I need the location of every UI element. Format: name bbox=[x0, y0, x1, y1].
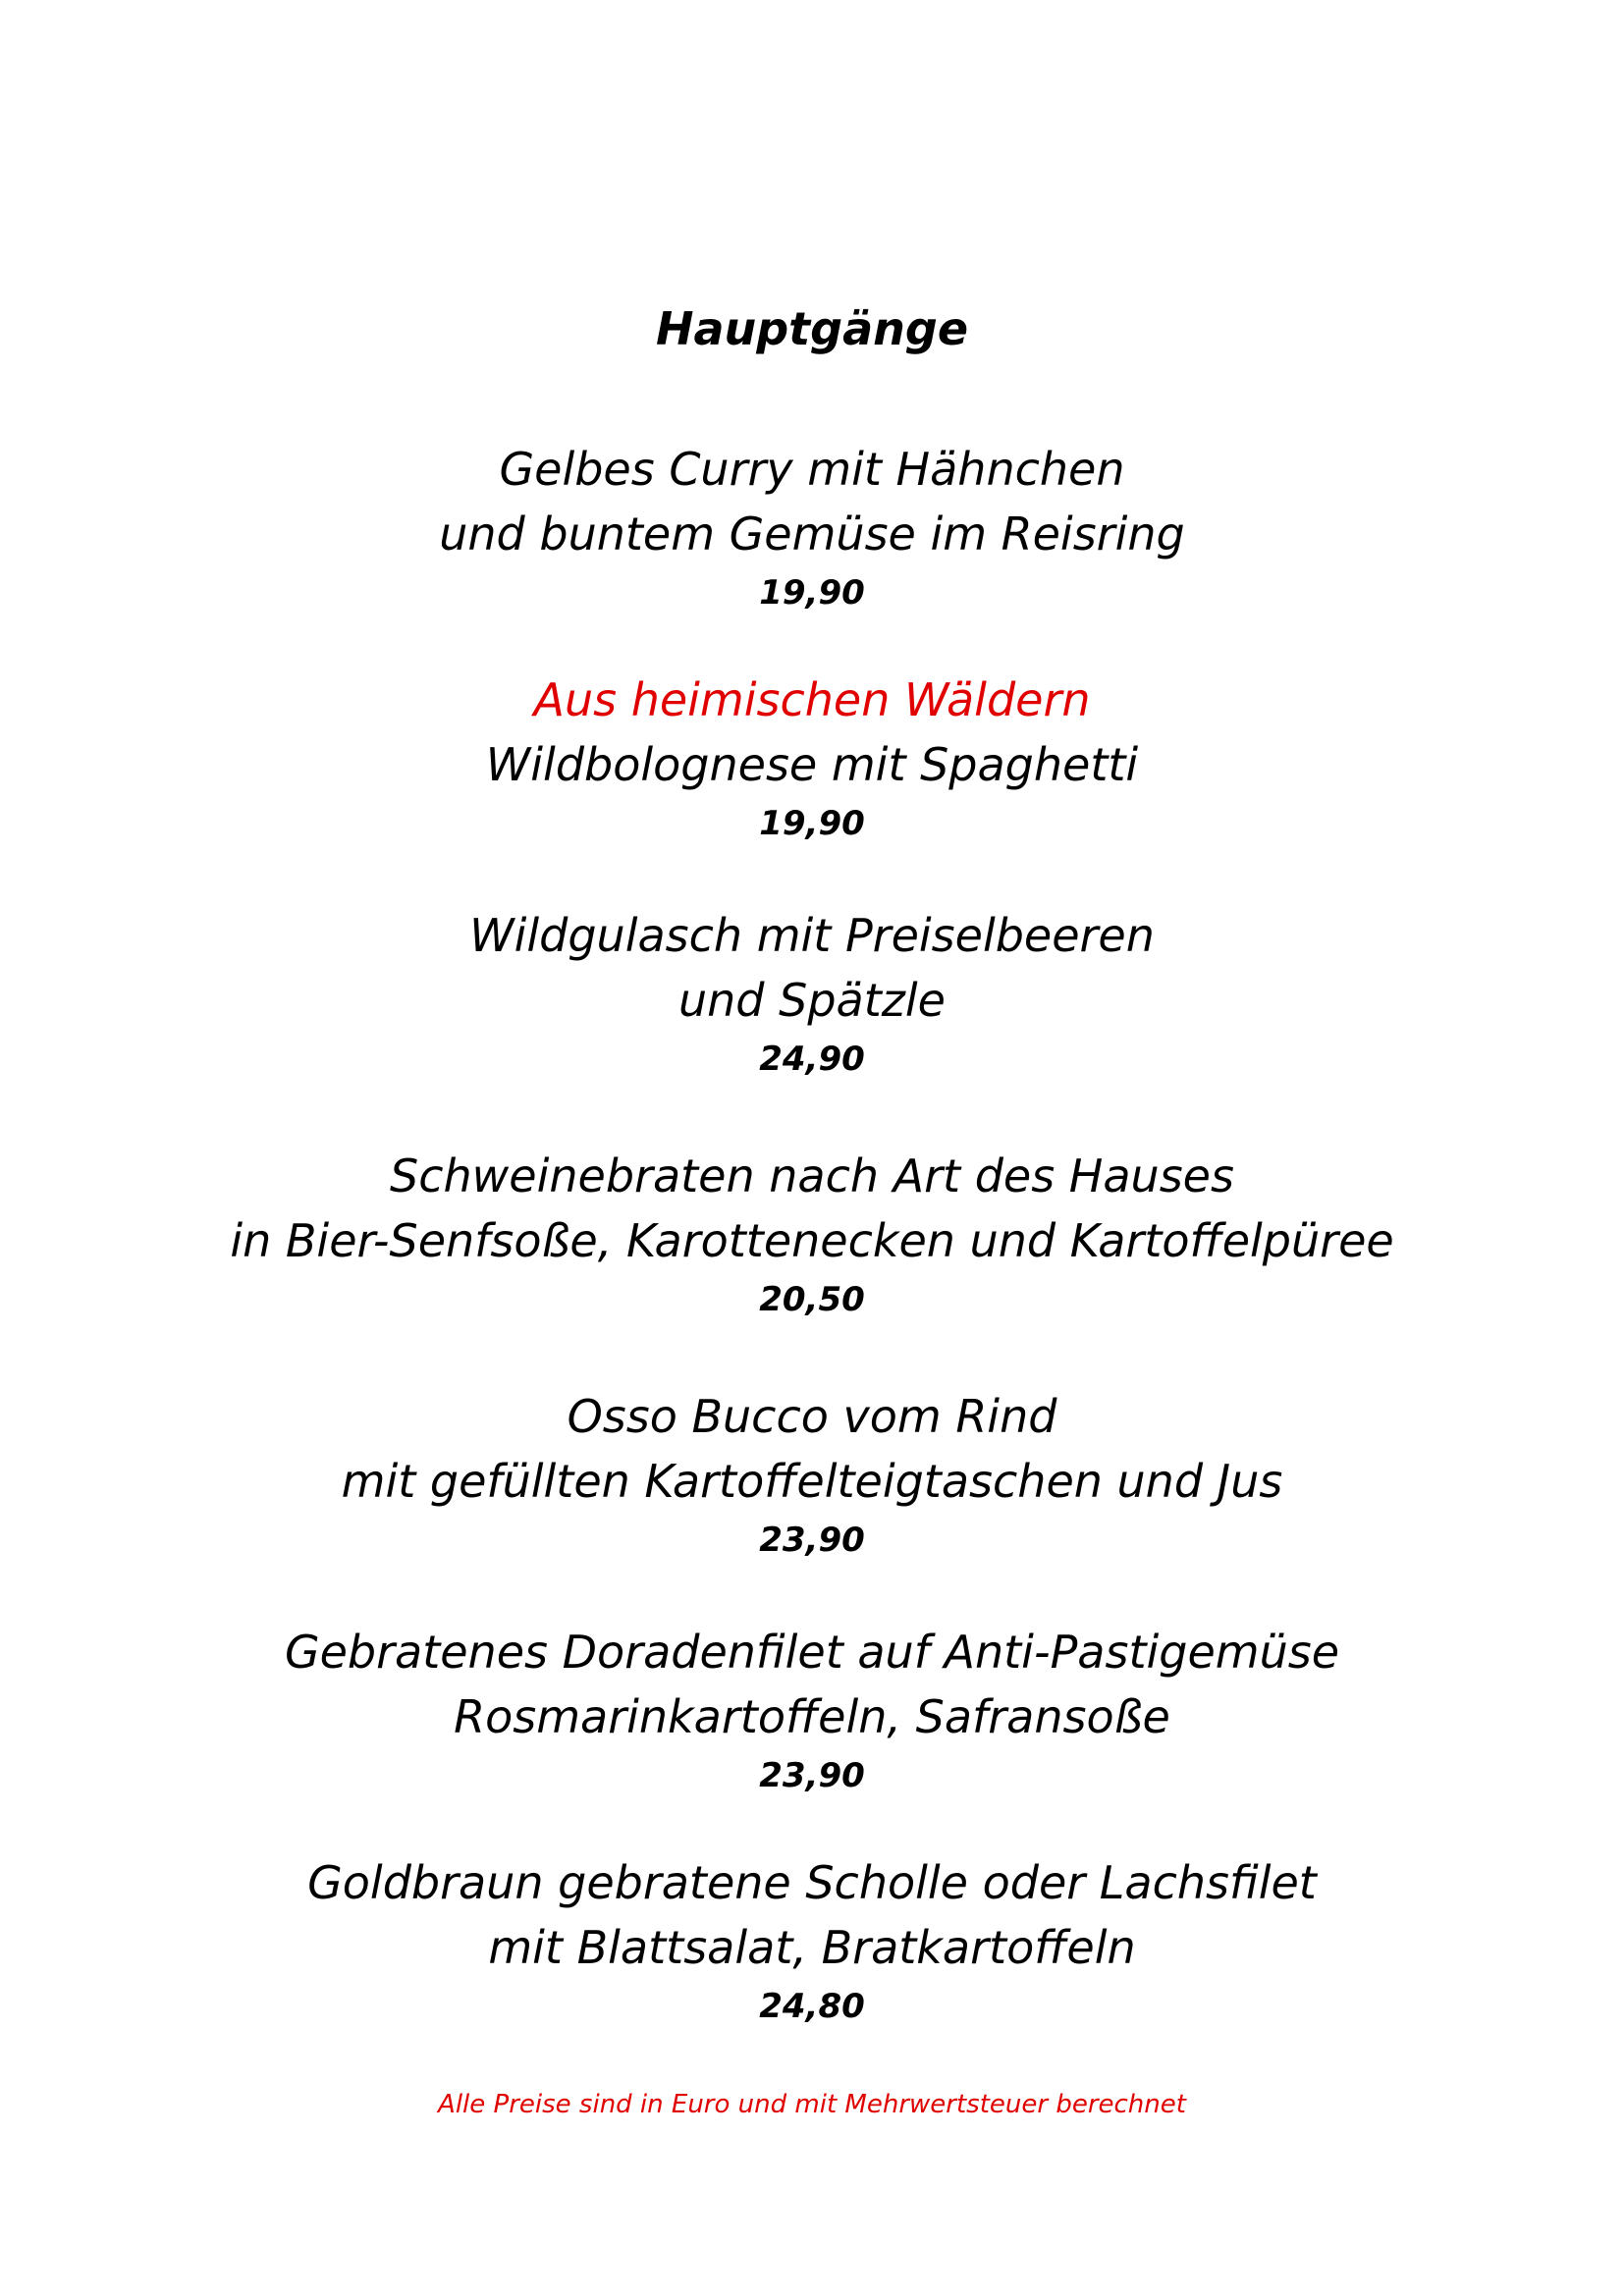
dish-item bbox=[0, 437, 1624, 617]
dish-name: Osso Bucco vom Rind bbox=[567, 1390, 1057, 1443]
dish-price: 24,80 bbox=[759, 1987, 865, 2026]
dish-price: 19,90 bbox=[759, 804, 865, 843]
dish-name: Gebratenes Doradenfilet auf Anti-Pastigemüse bbox=[284, 1626, 1340, 1679]
dish-description: mit gefüllten Kartoffelteigtaschen und Jus bbox=[341, 1455, 1283, 1508]
price-footnote: Alle Preise sind in Euro und mit Mehrwertsteuer berechnet bbox=[438, 2090, 1186, 2119]
dish-description: mit Blattsalat, Bratkartoffeln bbox=[488, 1921, 1136, 1974]
dish-category-highlight: Aus heimischen Wäldern bbox=[533, 673, 1091, 726]
dish-name: Wildgulasch mit Preiselbeeren bbox=[469, 909, 1155, 962]
dish-item bbox=[0, 1850, 1624, 2031]
dish-name: Wildbolognese mit Spaghetti bbox=[485, 738, 1139, 791]
dish-item bbox=[0, 667, 1624, 848]
dish-description: und Spätzle bbox=[678, 974, 946, 1027]
menu-heading: Hauptgänge bbox=[655, 302, 969, 355]
dish-item bbox=[0, 1144, 1624, 1324]
dish-name: Schweinebraten nach Art des Hauses bbox=[390, 1149, 1234, 1202]
dish-price: 19,90 bbox=[759, 573, 865, 613]
dish-item bbox=[0, 1620, 1624, 1800]
dish-description: in Bier-Senfsoße, Karottenecken und Kartoffelpüree bbox=[230, 1214, 1394, 1267]
dish-item bbox=[0, 903, 1624, 1084]
dish-name: Gelbes Curry mit Hähnchen bbox=[499, 443, 1125, 496]
dish-name: Goldbraun gebratene Scholle oder Lachsfilet bbox=[307, 1856, 1317, 1909]
dish-description: Rosmarinkartoffeln, Safransoße bbox=[454, 1690, 1170, 1743]
dish-description: und buntem Gemüse im Reisring bbox=[439, 507, 1185, 561]
dish-price: 23,90 bbox=[759, 1521, 865, 1560]
dish-item bbox=[0, 1384, 1624, 1565]
dish-price: 24,90 bbox=[759, 1040, 865, 1079]
dish-price: 23,90 bbox=[759, 1756, 865, 1795]
dish-price: 20,50 bbox=[759, 1280, 865, 1319]
